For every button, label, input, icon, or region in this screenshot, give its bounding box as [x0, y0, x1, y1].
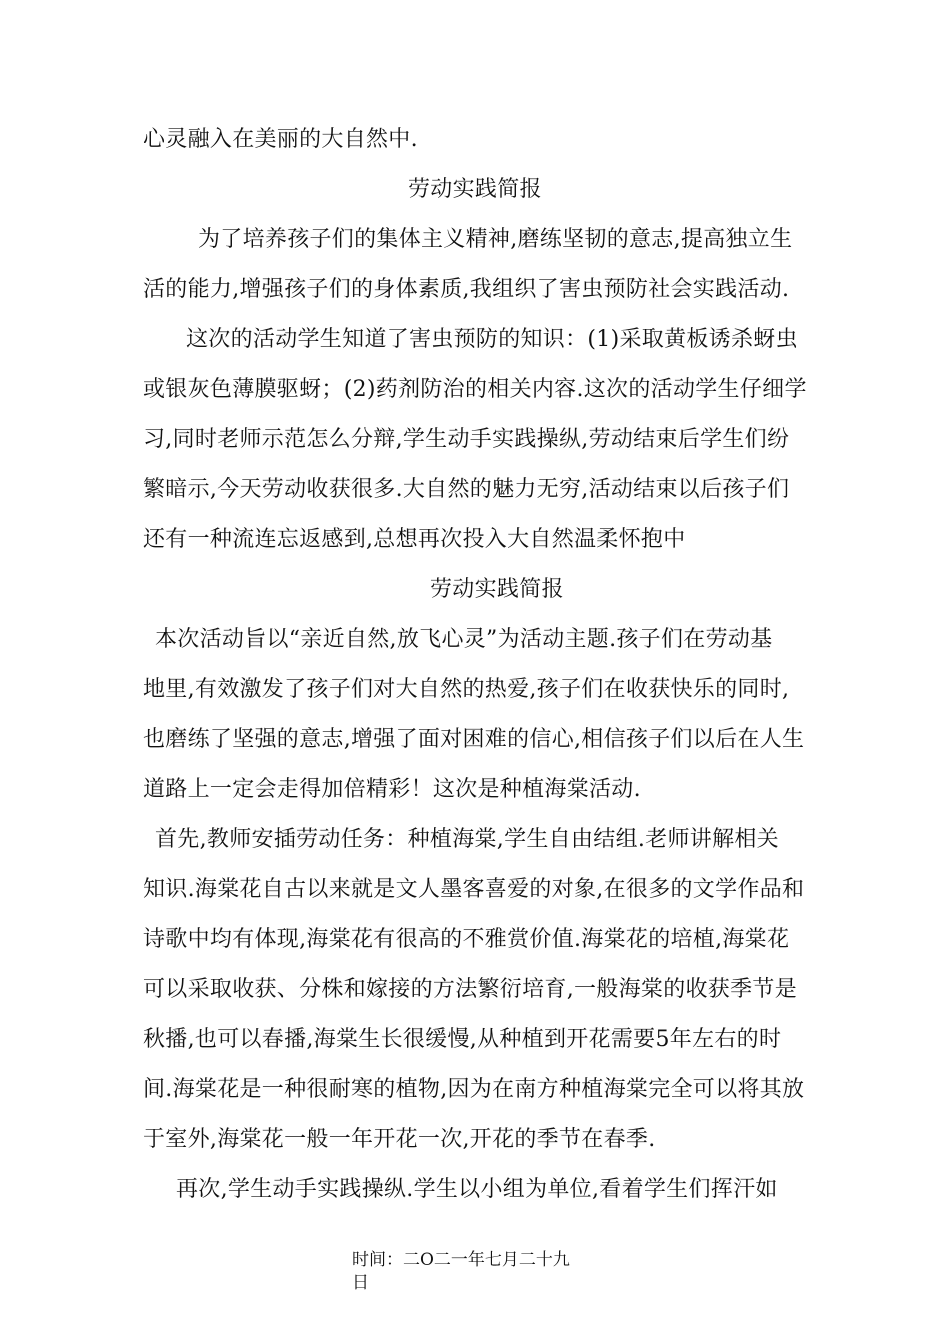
section-heading: 劳动实践简报: [408, 177, 542, 202]
section-heading: 劳动实践简报: [430, 577, 564, 602]
text-line: 再次,学生动手实践操纵.学生以小组为单位,看着学生们挥汗如: [176, 1177, 778, 1202]
footer-date: 时间：二O二一年七月二十九: [352, 1250, 570, 1270]
text-line: 活的能力,增强孩子们的身体素质,我组织了害虫预防社会实践活动.: [143, 277, 790, 302]
text-line: 为了培养孩子们的集体主义精神,磨练坚韧的意志,提高独立生: [198, 227, 793, 252]
text-line: 知识.海棠花自古以来就是文人墨客喜爱的对象,在很多的文学作品和: [143, 877, 805, 902]
text-line: 可以采取收获、分株和嫁接的方法繁衍培育,一般海棠的收获季节是: [143, 977, 797, 1002]
text-line: 心灵融入在美丽的大自然中.: [143, 127, 418, 152]
text-line: 习,同时老师示范怎么分辩,学生动手实践操纵,劳动结束后学生们纷: [143, 427, 790, 452]
text-line: 诗歌中均有体现,海棠花有很高的不雅赏价值.海棠花的培植,海棠花: [143, 927, 790, 952]
text-line: 于室外,海棠花一般一年开花一次,开花的季节在春季.: [143, 1127, 656, 1152]
text-line: 还有一种流连忘返感到,总想再次投入大自然温柔怀抱中: [143, 527, 686, 552]
text-line: 繁暗示,今天劳动收获很多.大自然的魅力无穷,活动结束以后孩子们: [143, 477, 790, 502]
text-line: 也磨练了坚强的意志,增强了面对困难的信心,相信孩子们以后在人生: [143, 727, 805, 752]
footer-date-continued: 日: [352, 1273, 369, 1293]
text-line: 或银灰色薄膜驱蚜；(2)药剂防治的相关内容.这次的活动学生仔细学: [143, 377, 807, 402]
text-line: 间.海棠花是一种很耐寒的植物,因为在南方种植海棠完全可以将其放: [143, 1077, 805, 1102]
text-line: 秋播,也可以春播,海棠生长很缓慢,从种植到开花需要5年左右的时: [143, 1027, 782, 1052]
text-line: 道路上一定会走得加倍精彩！这次是种植海棠活动.: [143, 777, 641, 802]
text-line: 地里,有效激发了孩子们对大自然的热爱,孩子们在收获快乐的同时,: [143, 677, 790, 702]
text-line: 本次活动旨以“亲近自然,放飞心灵”为活动主题.孩子们在劳动基: [155, 627, 773, 652]
text-line: 首先,教师安插劳动任务：种植海棠,学生自由结组.老师讲解相关: [155, 827, 779, 852]
text-line: 这次的活动学生知道了害虫预防的知识：(1)采取黄板诱杀蚜虫: [186, 327, 798, 352]
